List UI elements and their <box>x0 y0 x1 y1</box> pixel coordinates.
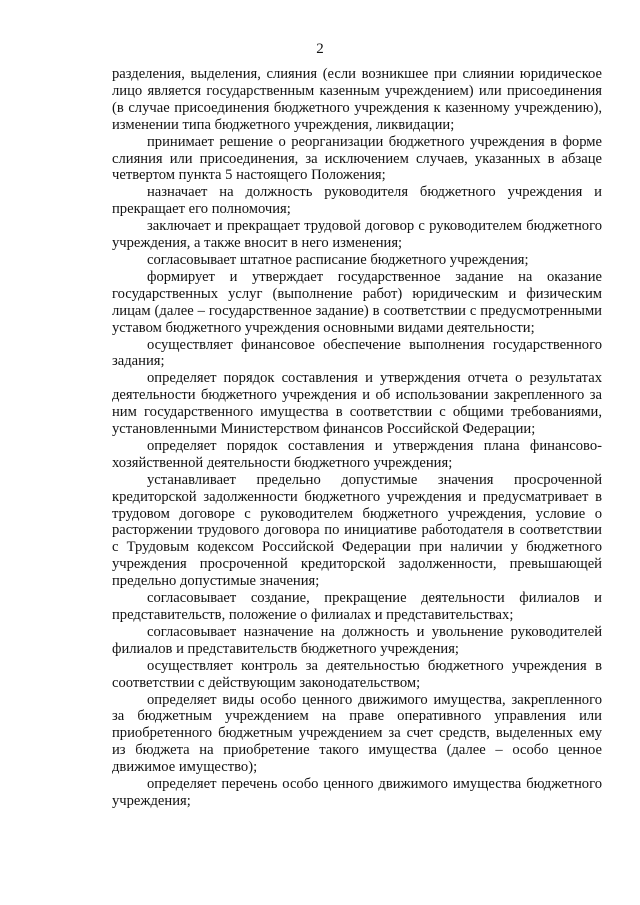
paragraph-control: осуществляет контроль за деятельностью бюджетного учреждения в соответствии с действующим законодательством; <box>112 657 602 691</box>
paragraph-results-report: определяет порядок составления и утверждения отчета о результатах деятельности бюджетного учреждения и об использовании закрепленного за ним государственного имущества в соответствии с общими требованиями, установленными Министерством финансов Российской Федерации; <box>112 370 602 438</box>
paragraph-appoint-head: назначает на должность руководителя бюджетного учреждения и прекращает его полномочия; <box>112 184 602 218</box>
paragraph-state-assignment: формирует и утверждает государственное задание на оказание государственных услуг (выполнение работ) юридическим и физическим лицам (далее – государственное задание) в соответствии с предусмотренными уставом бюджетного учреждения основными видами деятельности; <box>112 268 602 336</box>
page-number: 2 <box>316 41 324 57</box>
paragraph-labor-contract: заключает и прекращает трудовой договор с руководителем бюджетного учреждения, а также вносит в него изменения; <box>112 218 602 252</box>
paragraph-branch-heads: согласовывает назначение на должность и увольнение руководителей филиалов и представительств бюджетного учреждения; <box>112 623 602 657</box>
paragraph-financial-plan: определяет порядок составления и утверждения плана финансово-хозяйственной деятельности бюджетного учреждения; <box>112 437 602 471</box>
document-body <box>112 66 602 810</box>
paragraph-overdue-debt: устанавливает предельно допустимые значения просроченной кредиторской задолженности бюджетного учреждения и предусматривает в трудовом договоре с руководителем бюджетного учреждения, условие о расторжении трудового договора по инициативе работодателя в соответствии с Трудовым кодексом Российской Федерации при наличии у бюджетного учреждения просроченной кредиторской задолженности, превышающей предельно допустимые значения; <box>112 471 602 590</box>
paragraph-valuable-property-list: определяет перечень особо ценного движимого имущества бюджетного учреждения; <box>112 776 602 809</box>
paragraph-branches-creation: согласовывает создание, прекращение деятельности филиалов и представительств, положение о филиалах и представительствах; <box>112 590 602 623</box>
paragraph-financial-support: осуществляет финансовое обеспечение выполнения государственного задания; <box>112 336 602 370</box>
paragraph-continuation: разделения, выделения, слияния (если возникшее при слиянии юридическое лицо является государственным казенным учреждением) или присоединения (в случае присоединения бюджетного учреждения к казенному учреждению), изменении типа бюджетного учреждения, ликвидации; <box>112 66 602 133</box>
paragraph-reorganization-decision: принимает решение о реорганизации бюджетного учреждения в форме слияния или присоединения, за исключением случаев, указанных в абзаце четвертом пункта 5 настоящего Положения; <box>112 133 602 184</box>
paragraph-valuable-property-types: определяет виды особо ценного движимого имущества, закрепленного за бюджетным учреждением на праве оперативного управления или приобретенного бюджетным учреждением за счет средств, выделенных ему из бюджета на приобретение такого имущества (далее – особо ценное движимое имущество); <box>112 691 602 776</box>
paragraph-staff-schedule: согласовывает штатное расписание бюджетного учреждения; <box>147 251 529 268</box>
